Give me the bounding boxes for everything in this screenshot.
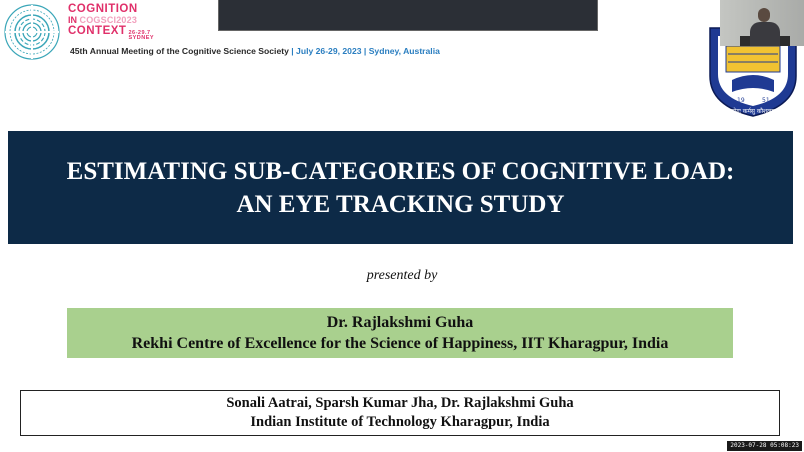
conference-brand — [68, 4, 154, 41]
presented-by-label: presented by — [366, 268, 438, 283]
brand-in: IN — [68, 15, 77, 25]
brand-cogsci-code: COGSCI2023 — [79, 15, 138, 25]
presenter-box — [67, 308, 733, 358]
authors-box — [20, 390, 780, 436]
webcam-person-head — [758, 8, 770, 22]
presenter-webcam-video — [720, 0, 804, 46]
iit-year-left: 19 — [737, 97, 745, 104]
conference-meeting-line — [70, 46, 440, 56]
slide-title-line-2: AN EYE TRACKING STUDY — [236, 190, 565, 218]
brand-context: CONTEXT — [68, 25, 127, 37]
brand-dates-block — [128, 31, 154, 41]
iit-motto: योगः कर्मसु कौशलम् — [731, 108, 775, 115]
screen-share-strip — [218, 0, 598, 31]
meeting-location: Sydney, Australia — [368, 46, 440, 56]
presenter-name: Dr. Rajlakshmi Guha — [326, 314, 474, 331]
slide-title-line-1: ESTIMATING SUB-CATEGORIES OF COGNITIVE LOAD: — [66, 157, 735, 185]
authors-list: Sonali Aatrai, Sparsh Kumar Jha, Dr. Rajlakshmi Guha — [226, 395, 574, 411]
authors-affiliation: Indian Institute of Technology Kharagpur, India — [250, 414, 550, 430]
meeting-separator-1: | — [288, 46, 297, 56]
brand-city: SYDNEY — [128, 35, 155, 41]
meeting-separator-2: | — [361, 46, 369, 56]
brand-dates: 26-29.7 — [128, 30, 151, 36]
presenter-affiliation: Rekhi Centre of Excellence for the Science of Happiness, IIT Kharagpur, India — [131, 335, 669, 352]
webcam-person-body — [750, 22, 780, 46]
meeting-name: 45th Annual Meeting of the Cognitive Science Society — [70, 46, 289, 56]
cogsci-conference-logo-icon — [3, 3, 61, 61]
slide-title-banner — [8, 131, 793, 244]
recording-timestamp: 2023-07-28 05:08:23 — [727, 441, 802, 451]
meeting-dates: July 26-29, 2023 — [296, 46, 362, 56]
brand-line-context — [68, 26, 154, 41]
brand-line-cognition: COGNITION — [68, 3, 138, 15]
iit-year-right: 51 — [762, 97, 770, 104]
